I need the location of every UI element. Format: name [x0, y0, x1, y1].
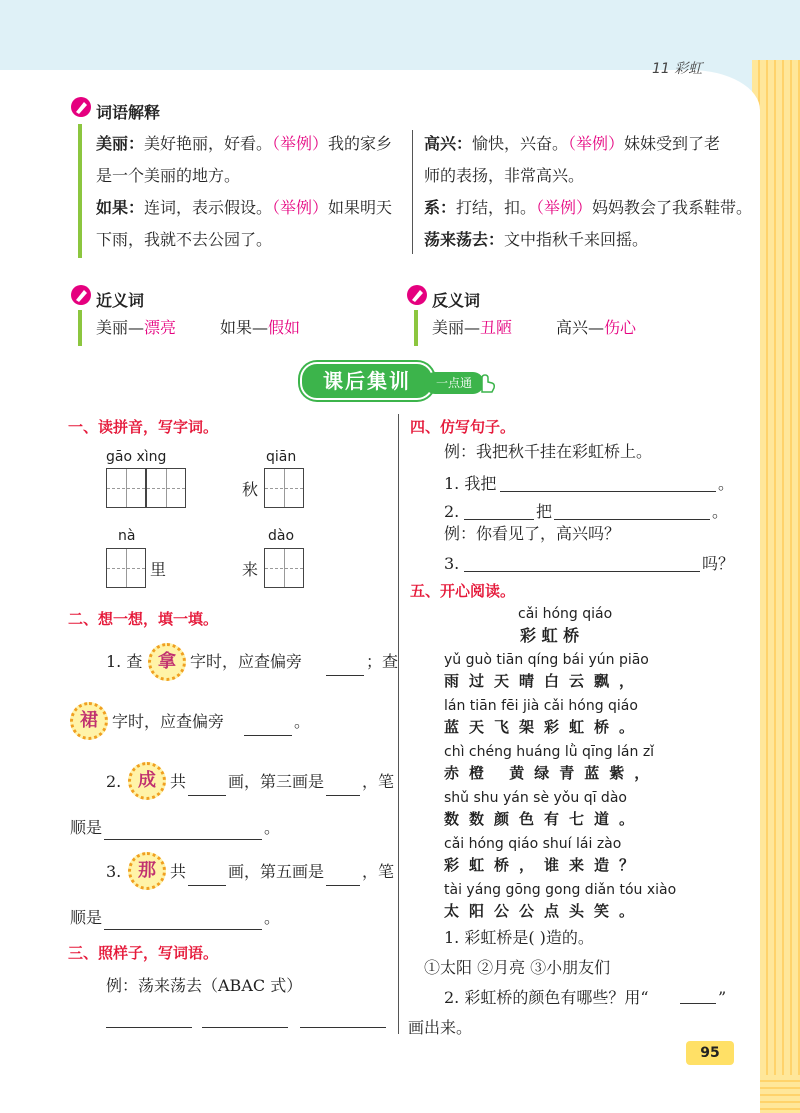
q2-l5d: ，笔: [362, 862, 395, 881]
q2-l3c: 画，第三画是: [228, 772, 325, 791]
poem-line-1-pinyin: yǔ guò tiān qíng bái yún piāo: [444, 652, 649, 668]
synonyms-bar: [78, 310, 82, 346]
q2-l1c: ；查: [366, 652, 399, 671]
tianzige-box[interactable]: [264, 548, 304, 588]
q2-l3b: 共: [170, 772, 187, 791]
practice-banner: [300, 362, 496, 398]
q5-question-2-close: ”: [718, 988, 727, 1007]
vocab-bar: [78, 124, 82, 258]
pinyin-qian: qiān: [266, 449, 297, 465]
blank-line[interactable]: [106, 1026, 192, 1028]
q2-l1b: 字时，应查偏旁: [190, 652, 303, 671]
q4-s2: 2.: [444, 502, 460, 521]
poem-line-6: 太阳公公点头笑。: [444, 902, 645, 920]
poem-line-2: 蓝天飞架彩虹桥。: [444, 718, 645, 736]
pinyin-na: nà: [118, 528, 136, 544]
synonyms-title: 近义词: [96, 291, 145, 310]
antonym-pair-1: 美丽—丑陋: [432, 318, 513, 337]
q1-title: 一、读拼音，写字词。: [68, 418, 219, 436]
tianzige-box[interactable]: [264, 468, 304, 508]
q4-title: 四、仿写句子。: [410, 418, 516, 436]
q4-s2e: 。: [712, 502, 729, 521]
poem-line-4-pinyin: shǔ shu yán sè yǒu qī dào: [444, 790, 627, 806]
flower-char-na: 拿: [148, 643, 186, 681]
q2-l6b: 。: [264, 908, 281, 927]
pencil-icon: [406, 284, 428, 306]
poem-line-5-pinyin: cǎi hóng qiáo shuí lái zào: [444, 836, 622, 852]
tianzige-box[interactable]: [106, 548, 146, 588]
q4-s2m: 把: [536, 502, 553, 521]
poem-line-6-pinyin: tài yáng gōng gong diǎn tóu xiào: [444, 882, 677, 898]
vocab-meili-line1: 美丽：美好艳丽，好看。（举例）我的家乡: [96, 134, 393, 153]
poem-line-2-pinyin: lán tiān fēi jià cǎi hóng qiáo: [444, 698, 638, 714]
q2-l1a: 1. 查: [106, 652, 143, 671]
pencil-icon: [70, 284, 92, 306]
q5-question-2: 2. 彩虹桥的颜色有哪些？用“: [444, 988, 649, 1007]
poem-title: 彩 虹 桥: [520, 626, 580, 645]
q2-l4a: 顺是: [70, 818, 103, 837]
poem-line-1: 雨过天晴白云飘，: [444, 672, 645, 690]
q2-l5b: 共: [170, 862, 187, 881]
vocab-meili-line2: 是一个美丽的地方。: [96, 166, 241, 185]
blank-line[interactable]: [188, 884, 226, 886]
q5-question-1: 1. 彩虹桥是( )造的。: [444, 928, 594, 947]
banner-main: 课后集训: [300, 362, 434, 400]
vocab-divider: [412, 130, 413, 254]
q2-l2c: 。: [294, 712, 311, 731]
flower-char-cheng: 成: [128, 762, 166, 800]
pencil-icon: [70, 96, 92, 118]
blank-line[interactable]: [244, 734, 292, 736]
q2-l5a: 3.: [106, 862, 122, 881]
vocab-gaoxing-line1: 高兴：愉快，兴奋。（举例）妹妹受到了老: [424, 134, 721, 153]
blank-line[interactable]: [202, 1026, 288, 1028]
poem-title-pinyin: cǎi hóng qiáo: [518, 606, 613, 622]
q5-title: 五、开心阅读。: [410, 582, 516, 600]
flower-char-qun: 裙: [70, 702, 108, 740]
q2-l6a: 顺是: [70, 908, 103, 927]
q3-title: 三、照样子，写词语。: [68, 944, 219, 962]
q4-s3e: 吗？: [702, 554, 735, 573]
poem-line-4: 数数颜色有七道。: [444, 810, 645, 828]
char-lai: 来: [242, 560, 259, 579]
q2-l2b: 字时，应查偏旁: [112, 712, 225, 731]
q3-example: 例：荡来荡去（ABAC 式）: [106, 976, 303, 995]
vocab-gaoxing-line2: 师的表扬，非常高兴。: [424, 166, 585, 185]
blank-line[interactable]: [464, 570, 700, 572]
blank-line[interactable]: [104, 838, 262, 840]
tianzige-box[interactable]: [106, 468, 146, 508]
column-divider: [398, 414, 399, 1034]
flower-char-na2: 那: [128, 852, 166, 890]
blank-line[interactable]: [500, 490, 716, 492]
blank-line[interactable]: [326, 884, 360, 886]
q4-s1: 1. 我把: [444, 474, 497, 493]
synonym-pair-1: 美丽—漂亮: [96, 318, 177, 337]
antonyms-title: 反义词: [432, 291, 481, 310]
vocab-title: 词语解释: [96, 103, 161, 122]
q4-s1e: 。: [718, 474, 735, 493]
q4-s3: 3.: [444, 554, 460, 573]
q2-l3d: ，笔: [362, 772, 395, 791]
vocab-ruguo-line1: 如果：连词，表示假设。（举例）如果明天: [96, 198, 393, 217]
poem-line-3-pinyin: chì chéng huáng lǜ qīng lán zǐ: [444, 744, 655, 760]
char-qiu: 秋: [242, 480, 259, 499]
synonym-pair-2: 如果—假如: [220, 318, 301, 337]
banner-sub: 一点通: [424, 372, 484, 394]
chapter-header: 11 彩虹: [652, 61, 703, 77]
pinyin-gaoxing: gāo xìng: [106, 449, 167, 465]
vocab-ruguo-line2: 下雨，我就不去公园了。: [96, 230, 273, 249]
q2-l3a: 2.: [106, 772, 122, 791]
blank-line[interactable]: [680, 1002, 716, 1004]
blank-line[interactable]: [326, 674, 364, 676]
poem-line-3: 赤橙 黄绿青蓝紫，: [444, 764, 660, 782]
q5-question-2-line2: 画出来。: [408, 1018, 473, 1037]
blank-line[interactable]: [188, 794, 226, 796]
hand-pointer-icon: [476, 368, 496, 394]
char-li: 里: [150, 560, 167, 579]
page-number: 95: [686, 1041, 734, 1065]
vocab-xi-line: 系：打结，扣。（举例）妈妈教会了我系鞋带。: [424, 198, 753, 217]
blank-line[interactable]: [104, 928, 262, 930]
tianzige-box[interactable]: [146, 468, 186, 508]
pinyin-dao: dào: [268, 528, 295, 544]
vocab-dangladangqu-line: 荡来荡去：文中指秋千来回摇。: [424, 230, 649, 249]
q4-example2: 例：你看见了，高兴吗？: [444, 524, 621, 543]
antonyms-bar: [414, 310, 418, 346]
q2-l5c: 画，第五画是: [228, 862, 325, 881]
poem-line-5: 彩虹桥，谁来造？: [444, 856, 645, 874]
q5-options: ①太阳 ②月亮 ③小朋友们: [424, 958, 611, 977]
q2-title: 二、想一想，填一填。: [68, 610, 219, 628]
q4-example1: 例：我把秋千挂在彩虹桥上。: [444, 442, 653, 461]
q2-l4b: 。: [264, 818, 281, 837]
blank-line[interactable]: [326, 794, 360, 796]
blank-line[interactable]: [300, 1026, 386, 1028]
antonym-pair-2: 高兴—伤心: [556, 318, 637, 337]
